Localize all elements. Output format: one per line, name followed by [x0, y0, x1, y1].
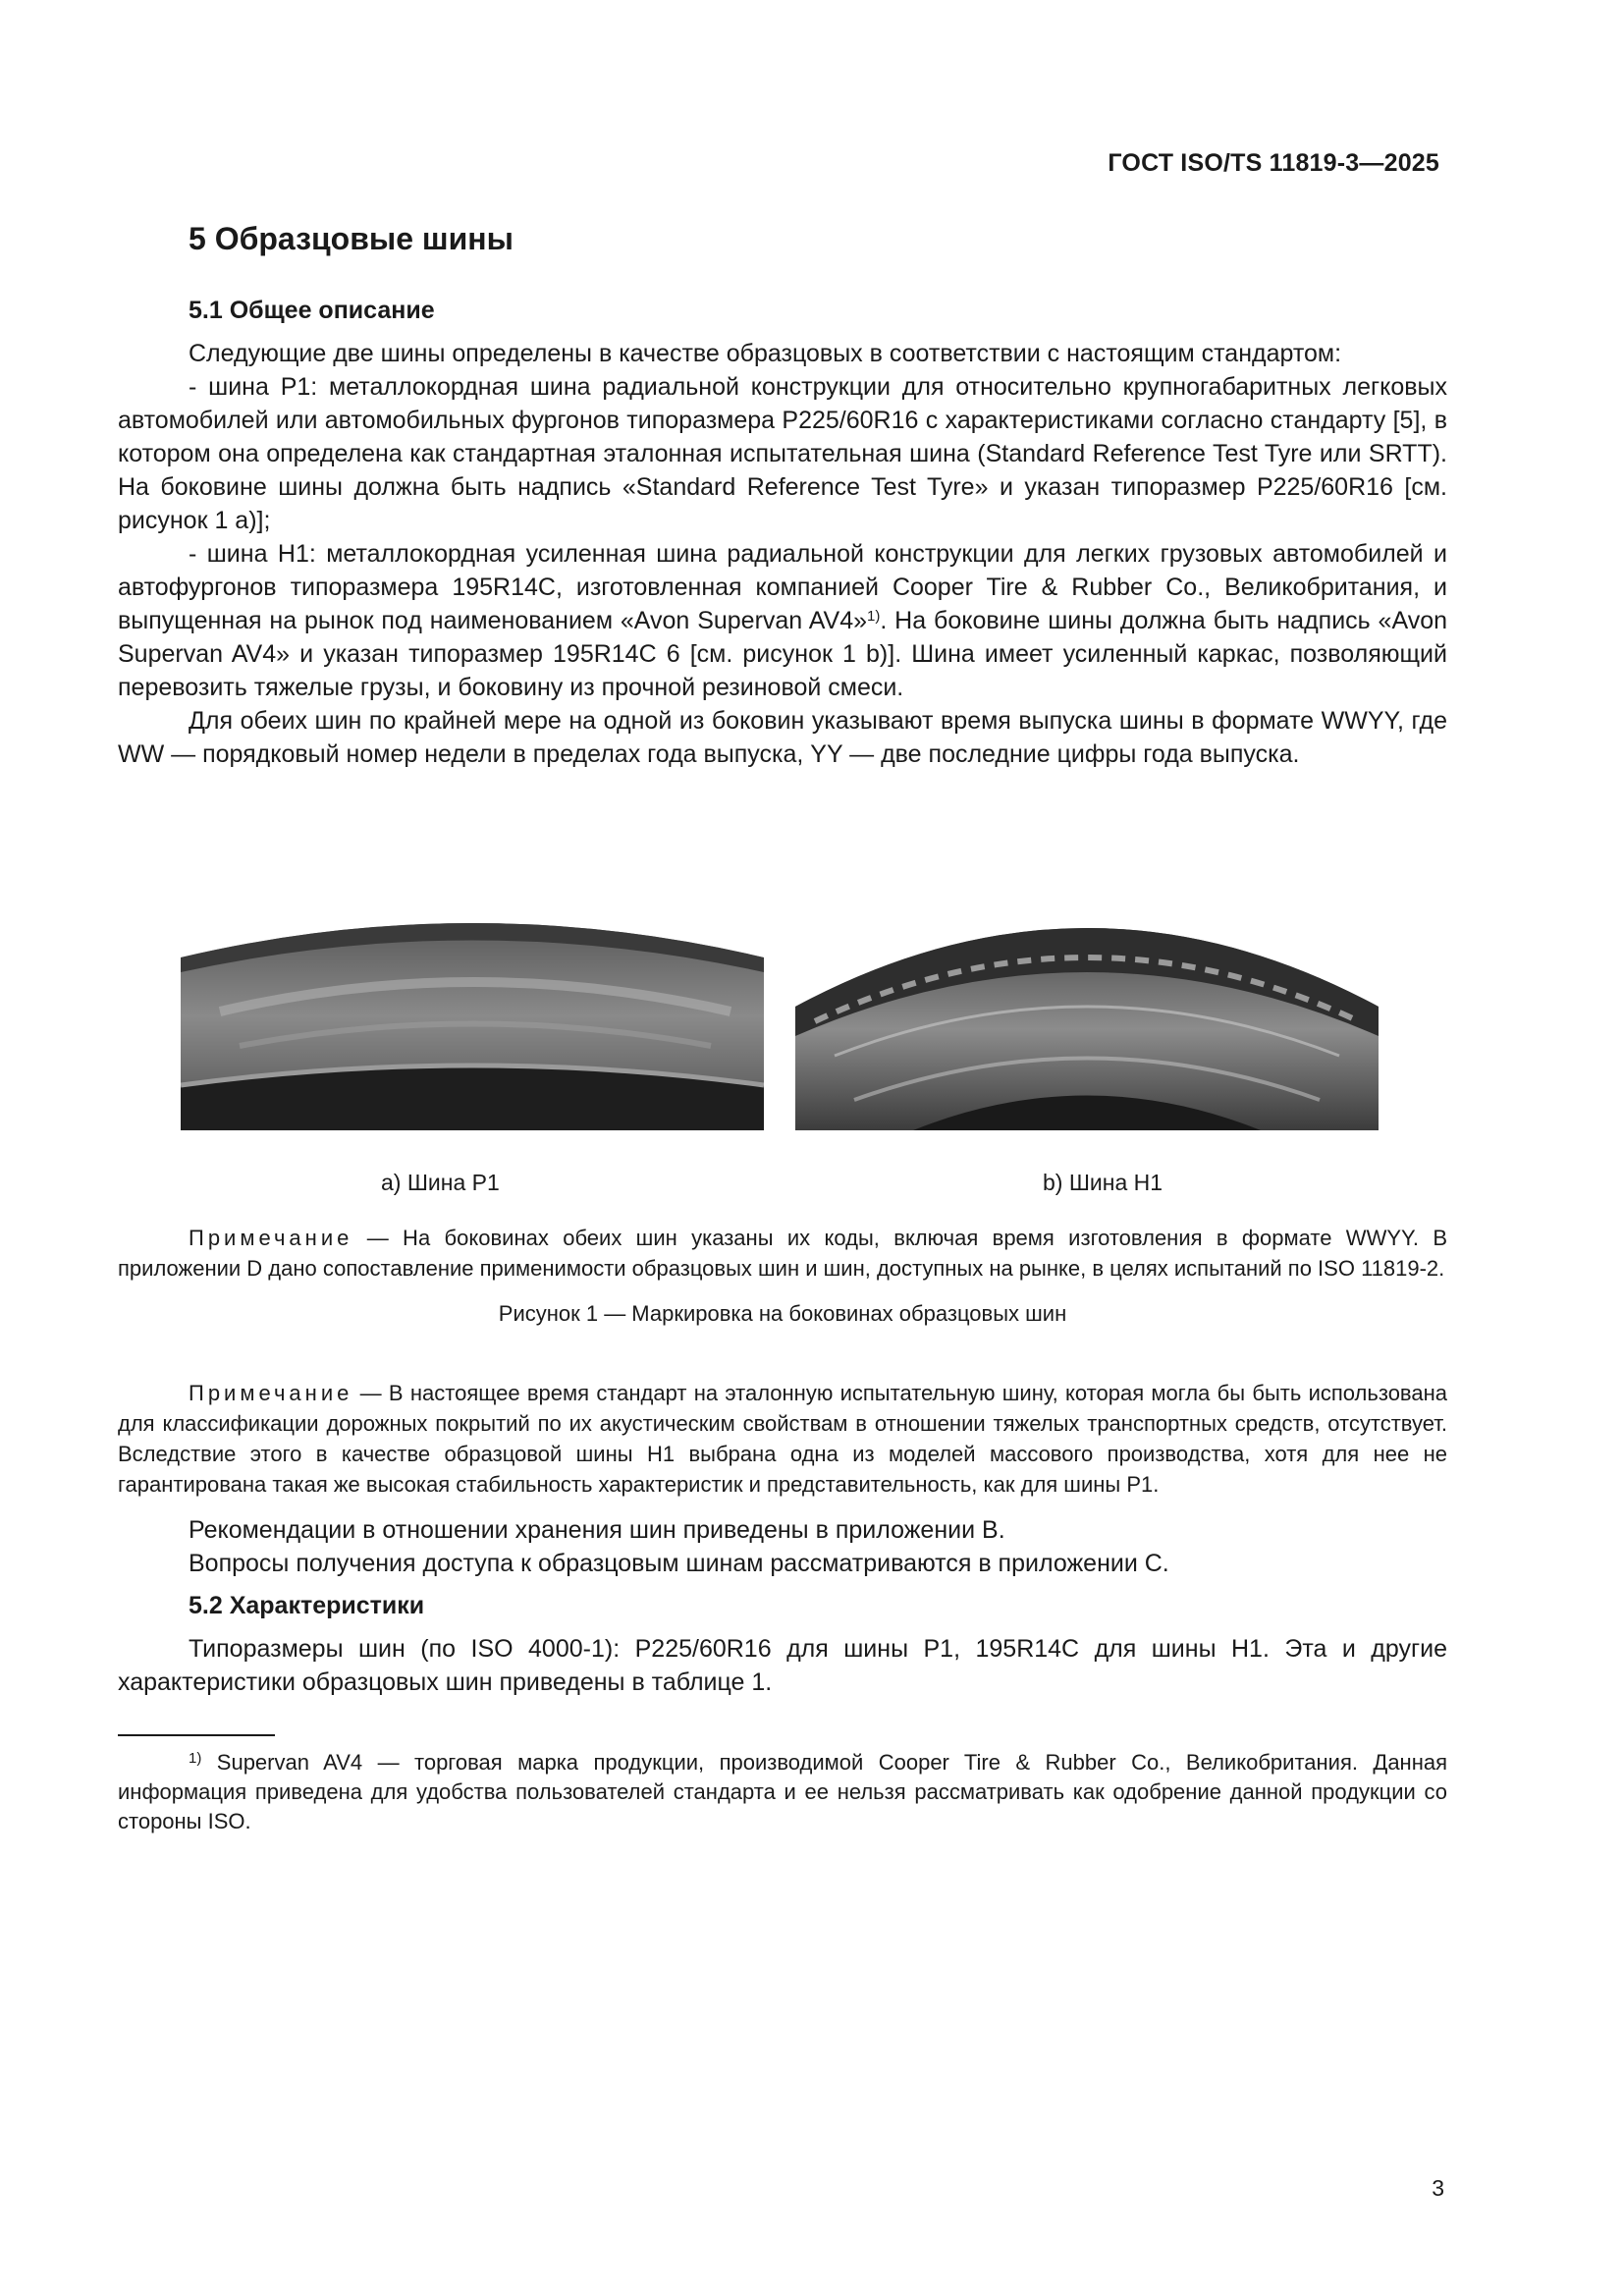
footnote-text: Supervan AV4 — торговая марка продукции, производимой Cooper Tire & Rubber Co., Великобритания. Данная информация приведена для удобства пользователей стандарта и ее нельзя рассматривать как одобрение данной продукции со стороны ISO. [118, 1750, 1447, 1833]
paragraph-tyre-h1 [118, 537, 1447, 704]
figure-caption-b: b) Шина Н1 [1043, 1170, 1163, 1195]
figure-note-text: — На боковинах обеих шин указаны их коды, включая время изготовления в формате WWYY. В приложении D дано сопоставление применимости образцовых шин и шин, доступных на рынке, в целях испытаний по ISO 11819-2. [118, 1226, 1447, 1281]
subsection-title-general: 5.1 Общее описание [189, 297, 435, 324]
figure-1 [118, 889, 1447, 1223]
figure-note-label: Примечание [189, 1226, 353, 1250]
page-number: 3 [1432, 2175, 1444, 2201]
section-title: 5 Образцовые шины [189, 221, 514, 256]
tyre-h1-text-before: - шина Н1: металлокордная усиленная шина радиальной конструкции для легких грузовых автомобилей и автофургонов типоразмера 195R14C, изготовленная компанией Cooper Tire & Rubber Co., Великобритания, и выпущенная на рынок под наименованием «Avon Supervan AV4» [118, 540, 1447, 634]
tyre-h1-photo [795, 889, 1379, 1130]
access-reference: Вопросы получения доступа к образцовым шинам рассматриваются в приложении С. [189, 1550, 1169, 1577]
figure-caption-a: а) Шина P1 [381, 1170, 500, 1195]
paragraph-production-date: Для обеих шин по крайней мере на одной из боковин указывают время выпуска шины в формате WWYY, где WW — порядковый номер недели в пределах года выпуска, YY — две последние цифры года выпуска. [118, 707, 1447, 768]
tyre-h1-text-after: . На боковине шины должна быть надпись «Avon Supervan AV4» и указан типоразмер 195R14C 6 [см. рисунок 1 b)]. Шина имеет усиленный каркас, позволяющий перевозить тяжелые грузы, и боковину из прочной резиновой смеси. [118, 607, 1447, 701]
note-reference-tyre [118, 1378, 1447, 1500]
page-content [118, 221, 1447, 1836]
note-text: — В настоящее время стандарт на эталонную испытательную шину, которая могла бы быть использована для классификации дорожных покрытий по их акустическим свойствам в отношении тяжелых транспортных средств, отсутствует. Вследствие этого в качестве образцовой шины Н1 выбрана одна из моделей массового производства, хотя для нее не гарантирована такая же высокая стабильность характеристик и представительность, как для шины P1. [118, 1381, 1447, 1497]
paragraph-intro: Следующие две шины определены в качестве образцовых в соответствии с настоящим стандартом: [189, 340, 1342, 367]
footnote-separator [118, 1734, 275, 1736]
footnote [118, 1748, 1447, 1836]
document-code-header: ГОСТ ISO/TS 11819-3—2025 [1108, 149, 1439, 177]
paragraph-tyre-p1: - шина P1: металлокордная шина радиальной конструкции для относительно крупногабаритных легковых автомобилей или автомобильных фургонов типоразмера P225/60R16 с характеристиками согласно стандарту [5], в котором она определена как стандартная эталонная испытательная шина (Standard Reference Test Tyre или SRTT). На боковине шины должна быть надпись «Standard Reference Test Tyre» и указан типоразмер P225/60R16 [см. рисунок 1 а)]; [118, 373, 1447, 534]
footnote-reference[interactable]: 1) [867, 608, 881, 625]
subsection-title-characteristics: 5.2 Характеристики [189, 1592, 425, 1619]
figure-note [118, 1223, 1447, 1284]
tyre-h1-image [795, 889, 1379, 1130]
storage-reference: Рекомендации в отношении хранения шин приведены в приложении В. [189, 1516, 1005, 1544]
figure-title: Рисунок 1 — Маркировка на боковинах образцовых шин [498, 1301, 1067, 1326]
footnote-mark: 1) [189, 1750, 202, 1767]
paragraph-characteristics: Типоразмеры шин (по ISO 4000-1): P225/60R16 для шины P1, 195R14C для шины Н1. Эта и другие характеристики образцовых шин приведены в таблице 1. [118, 1635, 1447, 1696]
note-label: Примечание [189, 1381, 353, 1405]
tyre-p1-image [181, 899, 764, 1130]
tyre-p1-photo [181, 899, 764, 1130]
